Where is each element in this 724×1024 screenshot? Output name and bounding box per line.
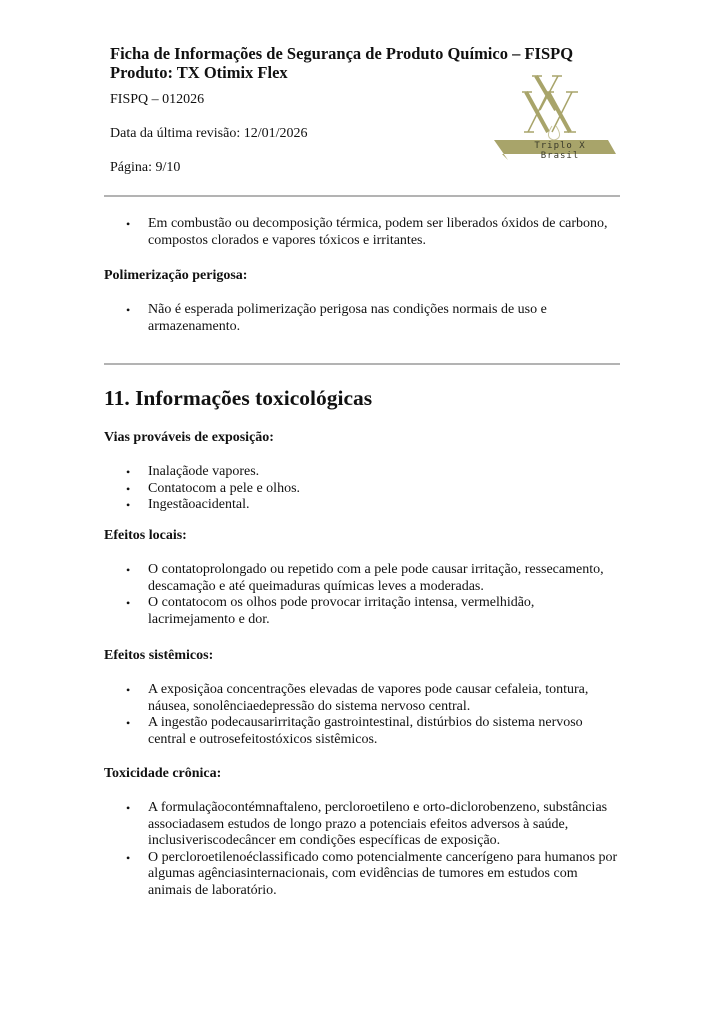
group-heading: Efeitos locais: <box>104 528 187 543</box>
polymerization-heading: Polimerização perigosa: <box>104 268 248 283</box>
bullet-icon: • <box>126 303 131 317</box>
local-effects-list <box>104 562 624 628</box>
bullet-icon: • <box>126 481 131 496</box>
list-item: • Contatocom a pele e olhos. <box>126 480 301 496</box>
product-name: Produto: TX Otimix Flex <box>110 63 288 82</box>
bullet-icon: • <box>126 563 131 577</box>
polymerization-list <box>104 302 624 335</box>
group-heading: Efeitos sistêmicos: <box>104 648 214 663</box>
bullet-icon: • <box>126 465 131 479</box>
page-number: Página: 9/10 <box>110 160 181 175</box>
group-heading: Toxicidade crônica: <box>104 766 222 781</box>
bullet-icon: • <box>126 801 131 815</box>
chronic-toxicity-group <box>104 766 624 899</box>
combustion-list <box>104 216 624 249</box>
document-code: FISPQ – 012026 <box>110 92 205 107</box>
list-item: • Não é esperada polimerização perigosa nas condições normais de uso e armazenamento. <box>126 302 547 334</box>
continuation-block <box>104 216 624 249</box>
list-item: • O contatoprolongado ou repetido com a pele pode causar irritação, ressecamento, descamação e até queimaduras químicas leves a moderadas. <box>126 562 604 594</box>
polymerization-block <box>104 268 624 335</box>
bullet-icon: • <box>126 498 131 512</box>
chronic-toxicity-list <box>104 800 624 899</box>
section-11 <box>104 386 624 410</box>
exposure-routes-group <box>104 430 624 514</box>
header-divider <box>104 195 620 197</box>
list-item: • Ingestãoacidental. <box>126 497 250 512</box>
bullet-icon: • <box>126 596 131 610</box>
bullet-icon: • <box>126 217 131 231</box>
logo-text: Triplo X Brasil <box>534 141 586 161</box>
list-item: • A formulaçãocontémnaftaleno, percloroetileno e orto-diclorobenzeno, substâncias associadasem estudos de longo prazo a potenciais efeitos adversos à saúde, inclusiveriscodecâncer em condições específicas de exposição. <box>126 800 608 848</box>
company-logo <box>492 70 620 166</box>
local-effects-group <box>104 528 624 628</box>
list-item: • O contatocom os olhos pode provocar irritação intensa, vermelhidão, lacrimejamento e dor. <box>126 595 535 627</box>
systemic-effects-group <box>104 648 624 748</box>
group-heading: Vias prováveis de exposição: <box>104 430 274 445</box>
list-item: • Inalaçãode vapores. <box>126 464 260 479</box>
systemic-effects-list <box>104 682 624 748</box>
list-item: • Em combustão ou decomposição térmica, podem ser liberados óxidos de carbono, compostos clorados e vapores tóxicos e irritantes. <box>126 216 608 248</box>
document-title: Ficha de Informações de Segurança de Produto Químico – FISPQ <box>110 44 574 63</box>
list-item: • A exposiçãoa concentrações elevadas de vapores pode causar cefaleia, tontura, náusea, sonolênciaedepressão do sistema nervoso central. <box>126 682 589 714</box>
exposure-routes-list <box>104 464 624 514</box>
bullet-icon: • <box>126 850 131 865</box>
list-item: • A ingestão podecausarirritação gastrointestinal, distúrbios do sistema nervoso central e outrosefeitostóxicos sistêmicos. <box>126 715 583 747</box>
list-item: • O percloroetilenoéclassificado como potencialmente cancerígeno para humanos por algumas agênciasinternacionais, com evidências de tumores em estudos com animais de laboratório. <box>126 849 618 898</box>
section-divider <box>104 363 620 365</box>
bullet-icon: • <box>126 683 131 697</box>
bullet-icon: • <box>126 716 131 730</box>
section-title: 11. Informações toxicológicas <box>104 386 373 410</box>
revision-date: Data da última revisão: 12/01/2026 <box>110 126 308 141</box>
